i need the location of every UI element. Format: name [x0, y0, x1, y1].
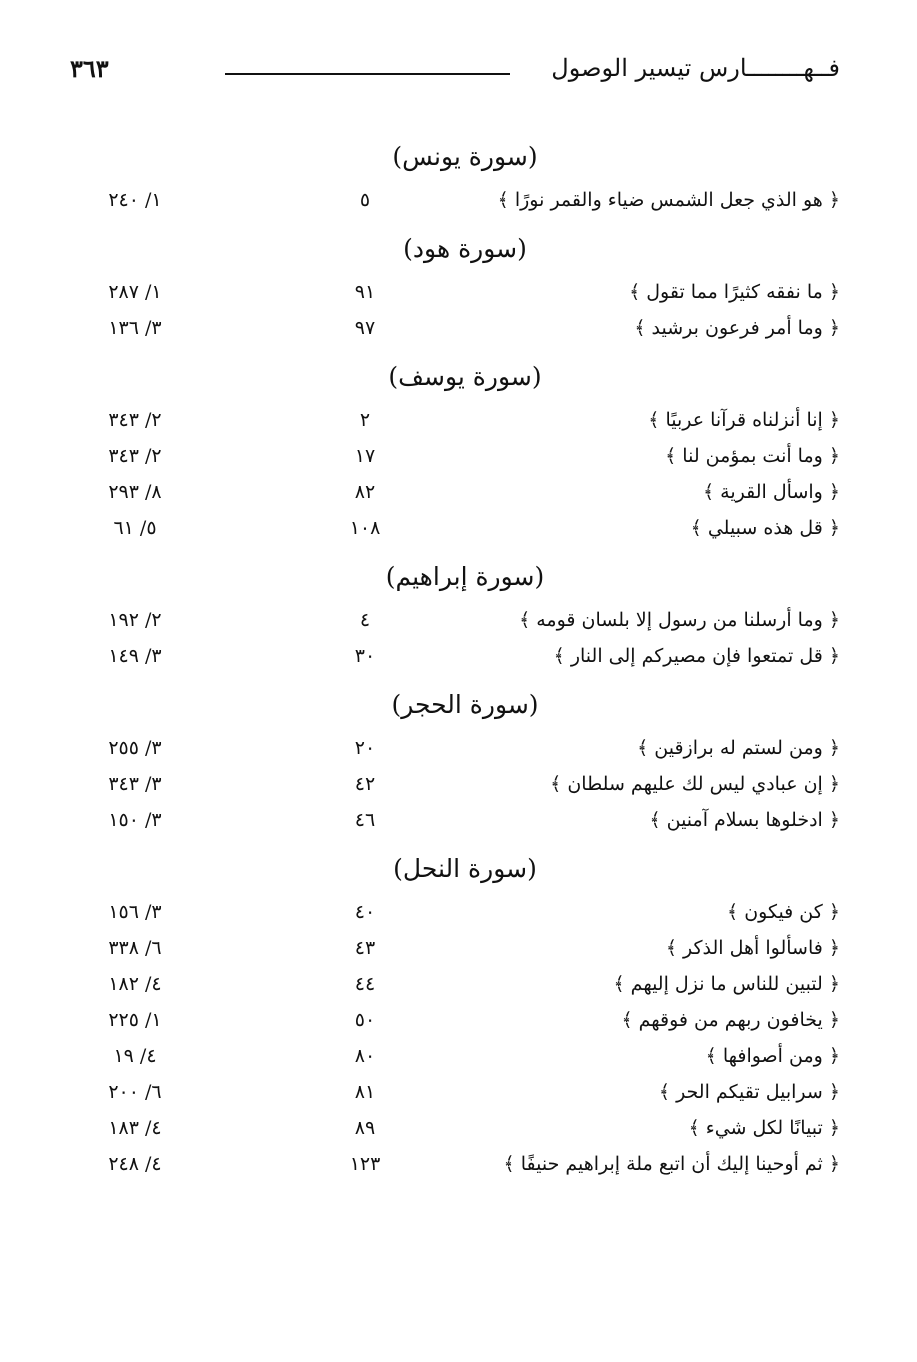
- volume-page-reference: ٨/ ٢٩٣: [108, 481, 162, 503]
- surah-section: [90, 558, 840, 674]
- ayah-number: ٨٢: [354, 481, 376, 503]
- volume-page-reference: ٤/ ١٨٢: [108, 973, 162, 995]
- verse-text: ﴿ فاسألوا أهل الذكر ﴾: [665, 937, 840, 959]
- volume-page-reference: ٦/ ٣٣٨: [108, 937, 162, 959]
- ayah-number: ٤٣: [354, 937, 376, 959]
- verse-text: ﴿ وما أمر فرعون برشيد ﴾: [634, 317, 840, 339]
- verse-text: ﴿ هو الذي جعل الشمس ضياء والقمر نورًا ﴾: [497, 189, 840, 211]
- verse-text: ﴿ تبيانًا لكل شيء ﴾: [688, 1117, 840, 1139]
- index-row: [90, 638, 840, 674]
- verse-text: ﴿ قل تمتعوا فإن مصيركم إلى النار ﴾: [553, 645, 840, 667]
- index-row: [90, 730, 840, 766]
- ayah-number: ٨٠: [354, 1045, 376, 1067]
- verse-text: ﴿ ما نفقه كثيرًا مما تقول ﴾: [629, 281, 840, 303]
- surah-title: (سورة يونس): [392, 142, 538, 171]
- verse-text: ﴿ إنا أنزلناه قرآنا عربيًا ﴾: [648, 409, 840, 431]
- index-row: [90, 1146, 840, 1182]
- volume-page-reference: ٤/ ١٨٣: [108, 1117, 162, 1139]
- ayah-number: ١٠٨: [349, 517, 381, 539]
- surah-section: [90, 850, 840, 1182]
- volume-page-reference: ٣/ ١٥٠: [108, 809, 162, 831]
- ayah-number: ٩٧: [354, 317, 376, 339]
- verse-text: ﴿ وما أنت بمؤمن لنا ﴾: [665, 445, 840, 467]
- verse-text: ﴿ ومن أصوافها ﴾: [705, 1045, 840, 1067]
- index-row: [90, 310, 840, 346]
- volume-page-reference: ١/ ٢٤٠: [108, 189, 162, 211]
- verse-text: ﴿ واسأل القرية ﴾: [703, 481, 840, 503]
- index-row: [90, 802, 840, 838]
- verse-text: ﴿ إن عبادي ليس لك عليهم سلطان ﴾: [550, 773, 840, 795]
- index-row: [90, 274, 840, 310]
- ayah-number: ١٧: [354, 445, 376, 467]
- running-header: [70, 52, 840, 92]
- volume-page-reference: ٣/ ١٣٦: [108, 317, 162, 339]
- index-row: [90, 894, 840, 930]
- ayah-number: ٤٢: [354, 773, 376, 795]
- index-row: [90, 930, 840, 966]
- volume-page-reference: ٢/ ١٩٢: [108, 609, 162, 631]
- verse-text: ﴿ ثم أوحينا إليك أن اتبع ملة إبراهيم حنيفًا ﴾: [503, 1153, 840, 1175]
- surah-title: (سورة يوسف): [388, 362, 542, 391]
- ayah-number: ٨١: [354, 1081, 376, 1103]
- volume-page-reference: ٢/ ٣٤٣: [108, 445, 162, 467]
- ayah-number: ٤٤: [354, 973, 376, 995]
- surah-title: (سورة النحل): [393, 854, 537, 883]
- ayah-number: ٤: [359, 609, 371, 631]
- index-row: [90, 474, 840, 510]
- surah-section: [90, 230, 840, 346]
- volume-page-reference: ٤/ ١٩: [113, 1045, 157, 1067]
- volume-page-reference: ٤/ ٢٤٨: [108, 1153, 162, 1175]
- ayah-number: ٢٠: [354, 737, 376, 759]
- header-rule: [225, 73, 510, 75]
- surah-section: [90, 138, 840, 218]
- ayah-number: ٨٩: [354, 1117, 376, 1139]
- ayah-number: ٣٠: [354, 645, 376, 667]
- ayah-number: ٥: [359, 189, 371, 211]
- verse-text: ﴿ كن فيكون ﴾: [727, 901, 840, 923]
- ayah-number: ٤٠: [354, 901, 376, 923]
- verse-text: ﴿ يخافون ربهم من فوقهم ﴾: [621, 1009, 840, 1031]
- volume-page-reference: ١/ ٢٢٥: [108, 1009, 162, 1031]
- verse-text: ﴿ وما أرسلنا من رسول إلا بلسان قومه ﴾: [519, 609, 840, 631]
- ayah-number: ٢: [359, 409, 371, 431]
- volume-page-reference: ٦/ ٢٠٠: [108, 1081, 162, 1103]
- ayah-number: ٤٦: [354, 809, 376, 831]
- volume-page-reference: ٣/ ٣٤٣: [108, 773, 162, 795]
- volume-page-reference: ١/ ٢٨٧: [108, 281, 162, 303]
- volume-page-reference: ٥/ ٦١: [113, 517, 157, 539]
- index-row: [90, 1110, 840, 1146]
- index-row: [90, 1074, 840, 1110]
- verse-text: ﴿ ادخلوها بسلام آمنين ﴾: [649, 809, 840, 831]
- ayah-number: ٩١: [354, 281, 376, 303]
- index-row: [90, 402, 840, 438]
- verse-text: ﴿ قل هذه سبيلي ﴾: [690, 517, 840, 539]
- index-row: [90, 510, 840, 546]
- index-row: [90, 766, 840, 802]
- index-row: [90, 182, 840, 218]
- ayah-number: ٥٠: [354, 1009, 376, 1031]
- surah-section: [90, 686, 840, 838]
- verse-text: ﴿ ومن لستم له برازقين ﴾: [637, 737, 840, 759]
- volume-page-reference: ٣/ ١٤٩: [108, 645, 162, 667]
- verse-text: ﴿ سرابيل تقيكم الحر ﴾: [658, 1081, 840, 1103]
- surah-title: (سورة الحجر): [391, 690, 539, 719]
- volume-page-reference: ٣/ ٢٥٥: [108, 737, 162, 759]
- ayah-number: ١٢٣: [349, 1153, 381, 1175]
- index-row: [90, 966, 840, 1002]
- surah-section: [90, 358, 840, 546]
- volume-page-reference: ٢/ ٣٤٣: [108, 409, 162, 431]
- index-row: [90, 438, 840, 474]
- index-row: [90, 602, 840, 638]
- verse-text: ﴿ لتبين للناس ما نزل إليهم ﴾: [613, 973, 840, 995]
- index-row: [90, 1038, 840, 1074]
- surah-title: (سورة هود): [403, 234, 527, 263]
- index-content: [90, 138, 840, 1182]
- header-title: فــهــــــــارس تيسير الوصول: [551, 54, 840, 82]
- page-number: ٣٦٣: [70, 54, 109, 83]
- volume-page-reference: ٣/ ١٥٦: [108, 901, 162, 923]
- surah-title: (سورة إبراهيم): [385, 562, 545, 591]
- index-row: [90, 1002, 840, 1038]
